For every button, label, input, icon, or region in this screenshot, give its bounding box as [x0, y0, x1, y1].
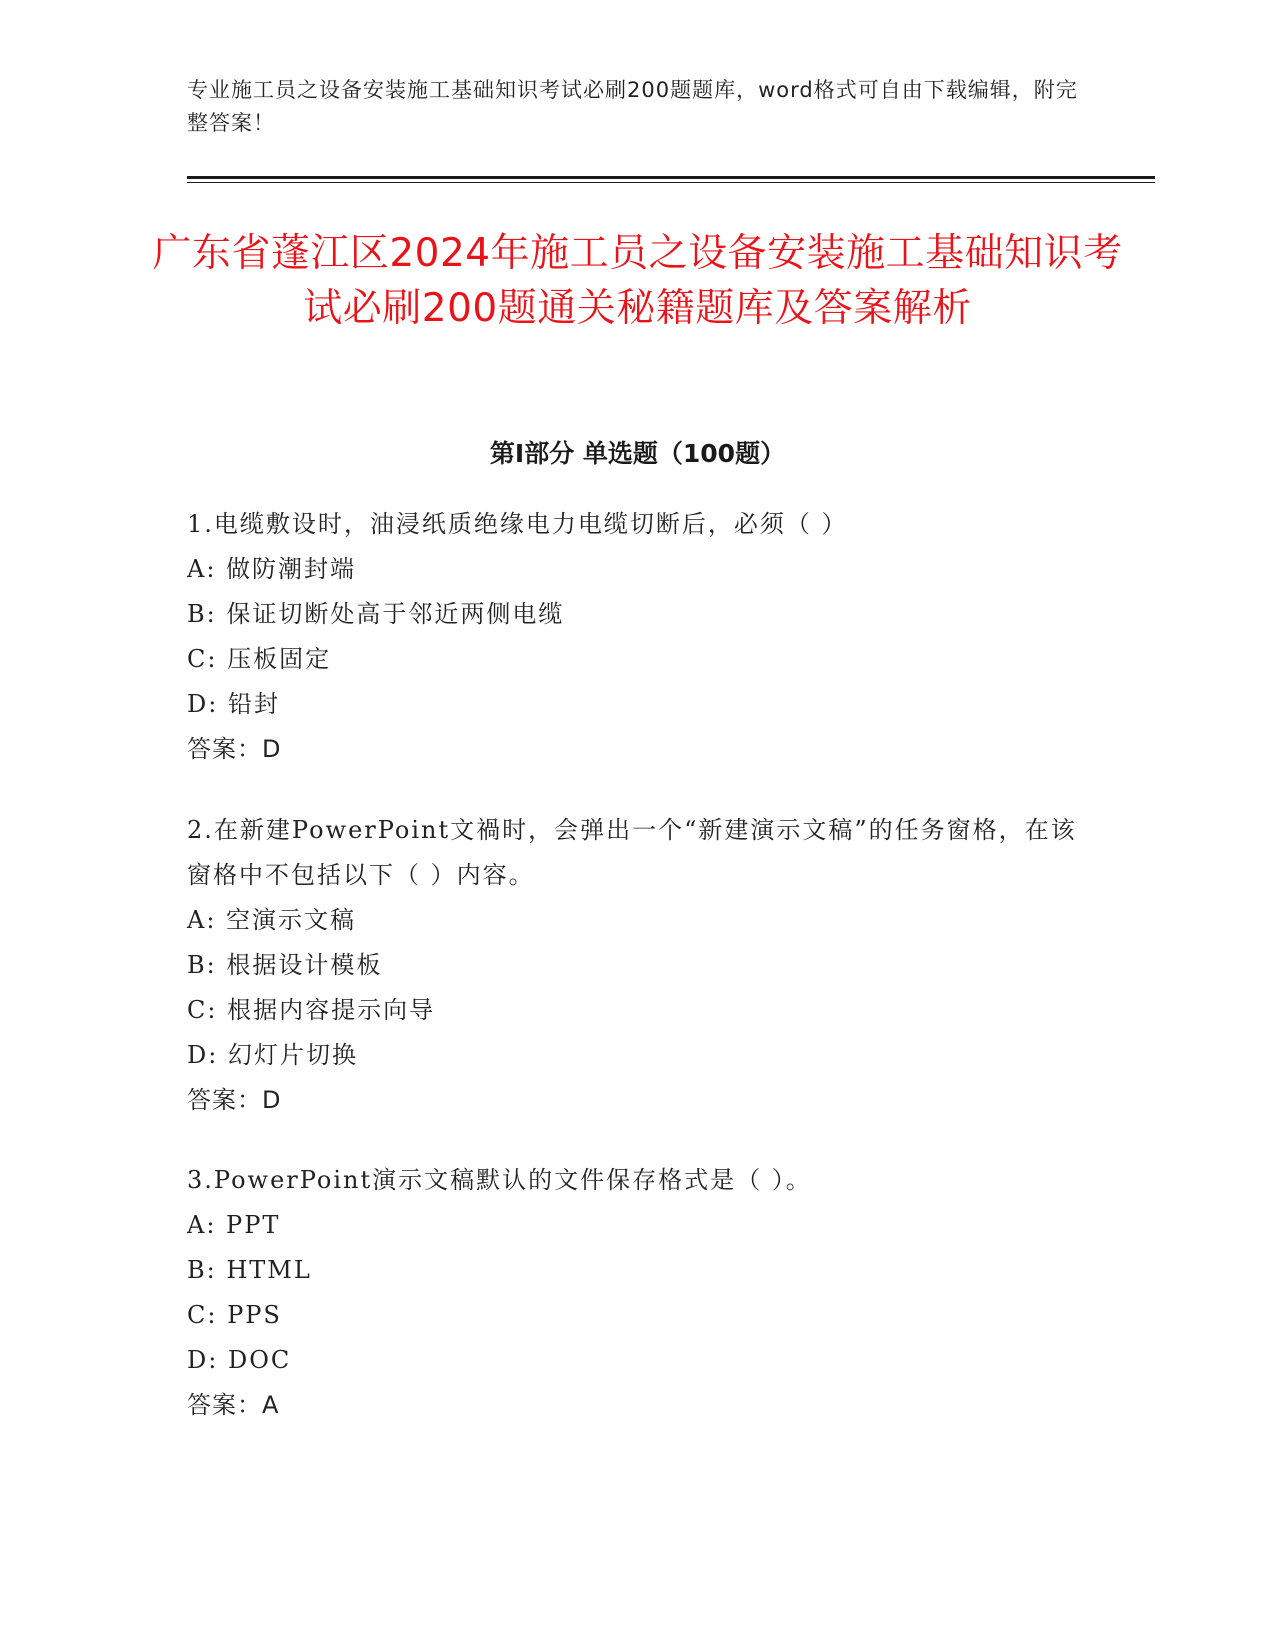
option-c: C: 根据内容提示向导: [187, 996, 436, 1024]
question-3: [187, 1158, 1087, 1428]
answer: 答案：D: [187, 735, 282, 763]
option-d: D: 铅封: [187, 690, 280, 718]
answer: 答案：D: [187, 1086, 282, 1114]
option-a: A: 做防潮封端: [187, 555, 357, 583]
question-stem: 1.电缆敷设时，油浸纸质绝缘电力电缆切断后，必须（ ）: [187, 510, 848, 538]
header-divider: [187, 176, 1155, 179]
option-d: D: 幻灯片切换: [187, 1041, 358, 1069]
question-stem: 3.PowerPoint演示文稿默认的文件保存格式是（ ）。: [187, 1166, 812, 1194]
option-a: A: 空演示文稿: [187, 906, 357, 934]
question-2: [187, 808, 1087, 1123]
question-stem: 2.在新建PowerPoint文禍时，会弹出一个“新建演示文稿”的任务窗格，在该窗格中不包括以下（ ）内容。: [187, 816, 1077, 889]
question-1: [187, 502, 1087, 772]
option-c: C: 压板固定: [187, 645, 332, 673]
header-divider-thin: [187, 182, 1155, 183]
option-b: B: 根据设计模板: [187, 951, 383, 979]
option-c: C: PPS: [187, 1301, 282, 1329]
option-a: A: PPT: [187, 1211, 281, 1239]
option-b: B: 保证切断处高于邻近两侧电缆: [187, 600, 565, 628]
section-heading: 第I部分 单选题（100题）: [489, 439, 786, 468]
document-title: 广东省蓬江区2024年施工员之设备安装施工基础知识考试必刷200题通关秘籍题库及答案解析: [152, 231, 1123, 331]
option-d: D: DOC: [187, 1346, 292, 1374]
option-b: B: HTML: [187, 1256, 312, 1284]
header-note: 专业施工员之设备安装施工基础知识考试必刷200题题库，word格式可自由下载编辑，附完整答案！: [187, 78, 1078, 135]
answer: 答案：A: [187, 1391, 280, 1419]
